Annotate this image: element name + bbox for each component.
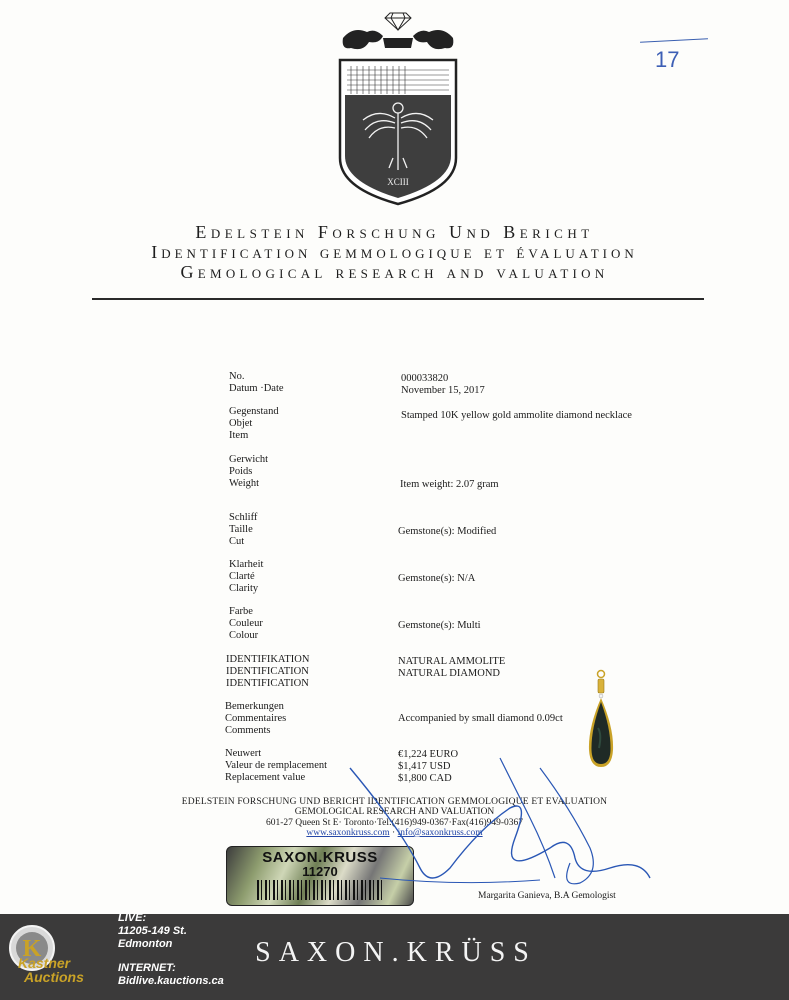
label-taille: Taille — [229, 524, 253, 535]
value-euro: €1,224 EURO — [398, 749, 459, 760]
value-diamond: NATURAL DIAMOND — [398, 668, 500, 679]
label-replacement-value: Replacement value — [225, 772, 306, 783]
label-identifikation: IDENTIFIKATION — [226, 654, 310, 665]
value-item: Stamped 10K yellow gold ammolite diamond necklace — [401, 410, 632, 421]
value-cut: Gemstone(s): Modified — [398, 526, 497, 537]
field-identification-labels — [226, 654, 309, 690]
label-commentaires: Commentaires — [225, 713, 287, 724]
heading-french: Identification gemmologique et évaluation — [151, 242, 638, 262]
signature-name: Margarita Ganieva, B.A Gemologist — [478, 891, 616, 901]
value-comments: Accompanied by small diamond 0.09ct — [398, 713, 563, 724]
label-item: Item — [229, 430, 249, 441]
field-number-values — [401, 373, 485, 397]
field-weight-labels — [229, 454, 268, 490]
label-identification-fr: IDENTIFICATION — [226, 666, 309, 677]
crest-numeral: XCIII — [387, 177, 409, 187]
hologram-brand: SAXON.KRUSS — [262, 849, 378, 866]
label-gegenstand: Gegenstand — [229, 406, 279, 417]
value-ammolite: NATURAL AMMOLITE — [398, 656, 506, 667]
logo-word-top: Kastner — [18, 955, 71, 971]
kastner-auctions-logo — [8, 916, 104, 996]
field-cut-labels — [229, 512, 257, 548]
label-clarity: Clarity — [229, 583, 259, 594]
signature-scribble — [340, 748, 660, 898]
heading-english: Gemological research and valuation — [180, 262, 609, 282]
live-address-line-2: Edmonton — [118, 938, 173, 950]
hologram-number: 11270 — [302, 864, 338, 879]
label-gerwicht: Gerwicht — [229, 454, 269, 465]
lot-underline — [640, 38, 708, 43]
label-comments: Comments — [225, 725, 271, 736]
lot-number: 17 — [655, 47, 680, 72]
value-colour: Gemstone(s): Multi — [398, 620, 481, 631]
email-link[interactable]: info@saxonkruss.com — [397, 828, 483, 838]
field-clarity-labels — [229, 559, 263, 595]
banner-brand: SAXON.KRÜSS — [255, 937, 537, 968]
logo-word-bottom: Auctions — [24, 969, 84, 985]
label-number: No. — [229, 371, 245, 382]
footer-links: www.saxonkruss.com · info@saxonkruss.com — [306, 828, 483, 838]
value-date: November 15, 2017 — [401, 385, 485, 396]
label-neuwert: Neuwert — [225, 748, 262, 759]
crest-logo — [333, 8, 463, 208]
live-address-line-1: 11205-149 St. — [118, 925, 187, 937]
label-clarte: Clarté — [229, 571, 255, 582]
field-identification-values — [398, 656, 505, 680]
field-value-labels — [225, 748, 327, 784]
footer-line-1: EDELSTEIN FORSCHUNG UND BERICHT IDENTIFICATION GEMMOLOGIQUE ET EVALUATION — [181, 797, 608, 807]
website-link[interactable]: www.saxonkruss.com — [306, 828, 390, 838]
internet-url[interactable]: Bidlive.kauctions.ca — [118, 975, 224, 987]
field-comments-labels — [225, 701, 286, 737]
value-usd: $1,417 USD — [398, 761, 451, 772]
value-weight: Item weight: 2.07 gram — [400, 479, 499, 490]
label-identification-en: IDENTIFICATION — [226, 678, 309, 689]
label-colour: Colour — [229, 630, 259, 641]
value-number: 000033820 — [401, 373, 449, 384]
label-klarheit: Klarheit — [229, 559, 264, 570]
label-valeur: Valeur de remplacement — [225, 760, 328, 771]
label-poids: Poids — [229, 466, 253, 477]
label-cut: Cut — [229, 536, 245, 547]
heading-german: Edelstein Forschung Und Bericht — [195, 222, 594, 242]
footer-line-2: GEMOLOGICAL RESEARCH AND VALUATION — [294, 807, 495, 817]
field-number-labels — [229, 371, 284, 395]
internet-label: INTERNET: — [118, 962, 176, 974]
label-weight: Weight — [229, 478, 260, 489]
logo-letter: K — [22, 936, 42, 962]
value-clarity: Gemstone(s): N/A — [398, 573, 476, 584]
field-colour-labels — [229, 606, 263, 642]
header-divider — [92, 298, 704, 300]
label-schliff: Schliff — [229, 512, 258, 523]
label-objet: Objet — [229, 418, 253, 429]
label-bemerkungen: Bemerkungen — [225, 701, 284, 712]
value-cad: $1,800 CAD — [398, 773, 452, 784]
field-item-labels — [229, 406, 279, 442]
label-couleur: Couleur — [229, 618, 263, 629]
label-date: Datum ·Date — [229, 383, 284, 394]
label-farbe: Farbe — [229, 606, 253, 617]
live-label: LIVE: — [118, 912, 147, 924]
footer-line-3: 601-27 Queen St E· Toronto·Tel:(416)949-0367·Fax(416)949-0367 — [265, 818, 524, 828]
